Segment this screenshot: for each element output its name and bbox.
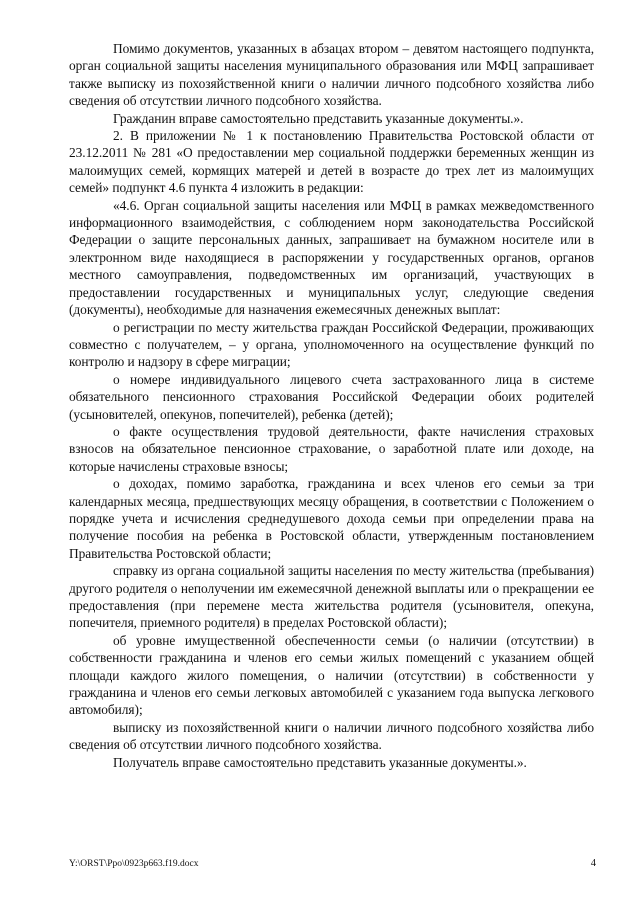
footer-file-path: Y:\ORST\Ppo\0923p663.f19.docx [69,859,199,869]
paragraph-amendment-2: 2. В приложении № 1 к постановлению Правительства Ростовской области от 23.12.2011 № 281 «О предоставлении мер социальной поддержки беременных женщин из малоимущих семей, кормящих матерей и детей в возрасте до трех лет из малоимущих семей» подпункт 4.6 пункта 4 изложить в редакции: [69,128,594,196]
paragraph-insurance-account: о номере индивидуального лицевого счета застрахованного лица в системе обязательного пенсионного страхования Российской Федерации обоих родителей (усыновителей, опекунов, попечителей), ребенка (детей); [69,371,594,422]
page-number: 4 [590,858,596,869]
paragraph-property: об уровне имущественной обеспеченности семьи (о наличии (отсутствии) в собственности гражданина и членов его семьи жилых помещений с указанием общей площади каждого жилого помещения, о наличии (отсутствии) в собственности у гражданина и членов его семьи легковых автомобилей с указанием года выпуска легкового автомобиля); [69,632,594,718]
paragraph-income: о доходах, помимо заработка, гражданина и всех членов его семьи за три календарных месяца, предшествующих месяцу обращения, в соответствии с Положением о порядке учета и исчисления среднедушевого дохода семьи при определении права на получение пособия на ребенка в Ростовской области, утвержденным постановлением Правительства Ростовской области; [69,476,594,561]
page-footer [69,858,596,870]
paragraph-additional-documents: Помимо документов, указанных в абзацах втором – девятом настоящего подпункта, орган социальной защиты населения муниципального образования или МФЦ запрашивает также выписку из похозяйственной книги о наличии личного подсобного хозяйства либо сведения об отсутствии личного подсобного хозяйства. [69,41,594,109]
document-body [69,40,594,771]
paragraph-citizen-right: Гражданин вправе самостоятельно представить указанные документы.». [113,110,524,126]
paragraph-household-book: выписку из похозяйственной книги о наличии личного подсобного хозяйства либо сведения об отсутствии личного подсобного хозяйства. [69,719,594,753]
paragraph-registration: о регистрации по месту жительства граждан Российской Федерации, проживающих совместно с получателем, – у органа, уполномоченного на осуществление функций по контролю и надзору в сфере миграции; [69,319,594,370]
paragraph-employment: о факте осуществления трудовой деятельности, факте начисления страховых взносов на обязательное пенсионное страхование, о заработной плате или доходе, на которые начислены страховые взносы; [69,423,594,474]
paragraph-subclause-4-6: «4.6. Орган социальной защиты населения или МФЦ в рамках межведомственного информационного взаимодействия, с соблюдением норм законодательства Российской Федерации о защите персональных данных, запрашивает на бумажном носителе или в электронном виде находящиеся в распоряжении у государственных органов, органов местного самоуправления, подведомственных им организаций, участвующих в предоставлении государственных и муниципальных услуг, следующие сведения (документы), необходимые для назначения ежемесячных денежных выплат: [69,197,594,318]
paragraph-certificate: справку из органа социальной защиты населения по месту жительства (пребывания) другого родителя о неполучении им ежемесячной денежной выплаты или о прекращении ее предоставления (при перемене места жительства родителя (усыновителя, опекуна, попечителя, приемного родителя) в пределах Ростовской области); [69,563,594,631]
paragraph-recipient-right: Получатель вправе самостоятельно представить указанные документы.». [113,754,527,770]
